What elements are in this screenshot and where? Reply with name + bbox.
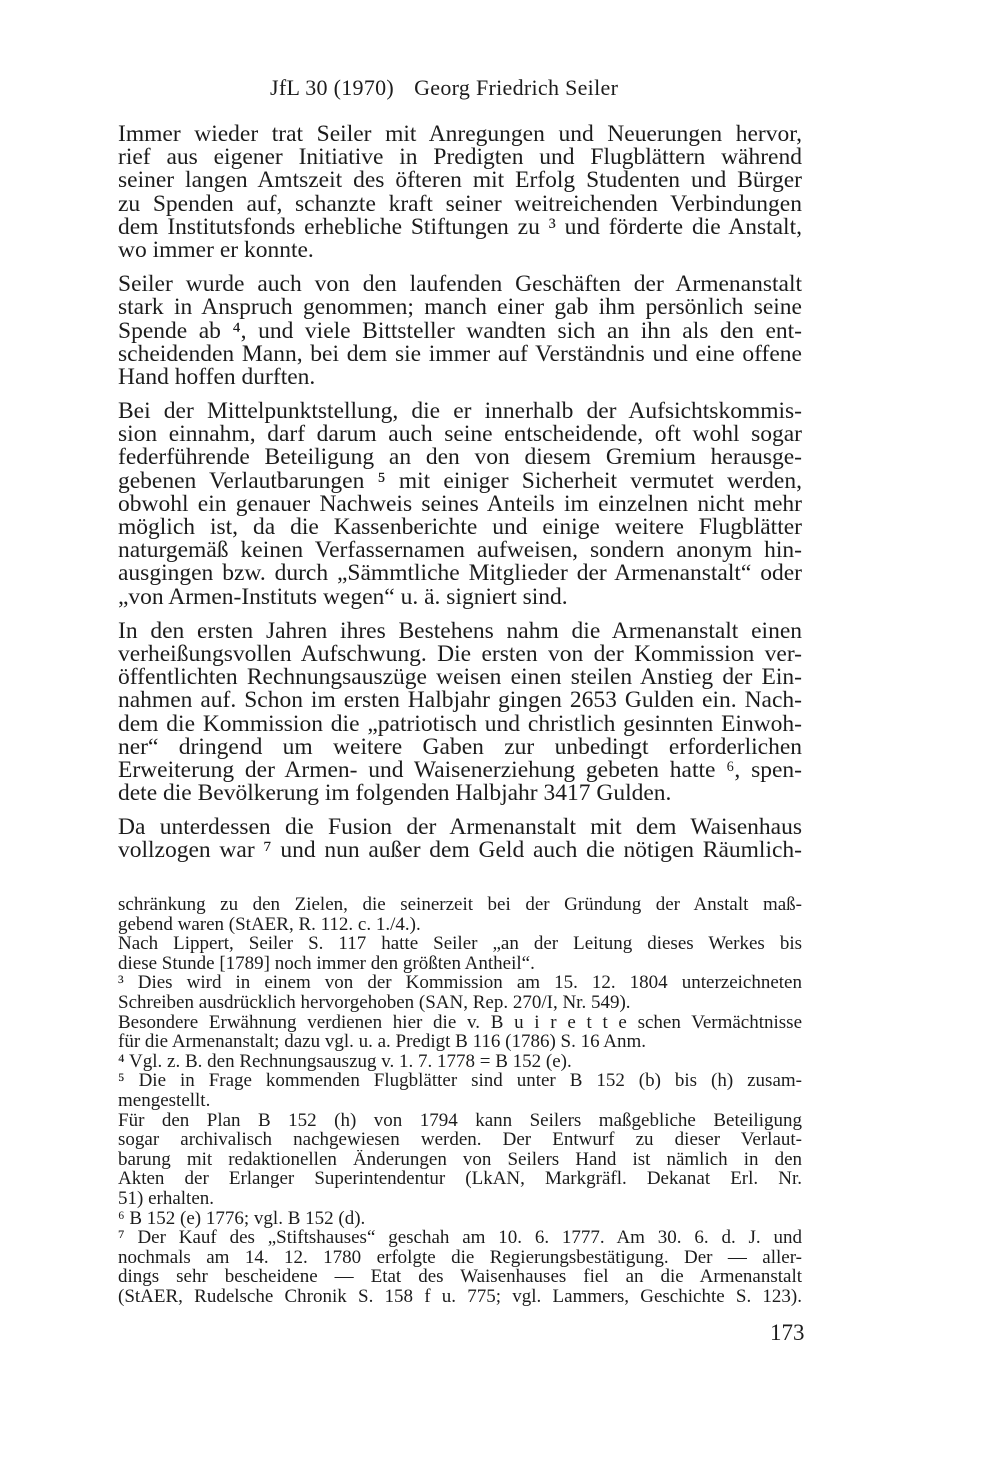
body-line: wo immer er konnte. [118, 238, 314, 263]
body-line: stark in Anspruch genommen; manch einer gab ihm persönlich seine [118, 296, 802, 320]
footnote-line: Akten der Erlanger Superintendentur (LkAN, Markgräfl. Dekanat Erl. Nr. [118, 1169, 802, 1189]
body-line: Da unterdessen die Fusion der Armenanstalt mit dem Waisenhaus [118, 816, 802, 840]
body-line: obwohl ein genauer Nachweis seines Anteils im einzelnen nicht mehr [118, 492, 802, 516]
body-line: vollzogen war ⁷ und nun außer dem Geld auch die nötigen Räumlich- [118, 839, 802, 863]
body-line: gebenen Verlautbarungen ⁵ mit einiger Sicherheit vermutet werden, [118, 469, 802, 493]
body-line: öffentlichten Rechnungsauszüge weisen einen steilen Anstieg der Ein- [118, 666, 802, 690]
journal-reference: JfL 30 (1970) [270, 75, 395, 100]
footnote-line: nochmals am 14. 12. 1780 erfolgte die Regierungsbestätigung. Der — aller- [118, 1247, 802, 1268]
body-line: ausgingen bzw. durch „Sämmtliche Mitglieder der Armenanstalt“ oder [118, 562, 802, 586]
body-line: möglich ist, da die Kassenberichte und einige weitere Flugblätter [118, 516, 802, 540]
footnote-line: gebend waren (StAER, R. 112. c. 1./4.). [118, 914, 421, 935]
body-line: zu Spenden auf, schanzte kraft seiner weitreichenden Verbindungen [118, 192, 802, 216]
footnote-line: Schreiben ausdrücklich hervorgehoben (SAN, Rep. 270/I, Nr. 549). [118, 992, 631, 1013]
footnote-line: ⁴ Vgl. z. B. den Rechnungsauszug v. 1. 7. 1778 = B 152 (e). [118, 1051, 572, 1072]
footnote-line: ⁵ Die in Frage kommenden Flugblätter sind unter B 152 (b) bis (h) zusam- [118, 1071, 802, 1091]
running-title: Georg Friedrich Seiler [414, 75, 619, 100]
body-line: Immer wieder trat Seiler mit Anregungen und Neuerungen hervor, [118, 123, 802, 147]
page-number: 173 [770, 1320, 805, 1345]
footnote-line: Nach Lippert, Seiler S. 117 hatte Seiler „an der Leitung dieses Werkes bis [118, 934, 802, 954]
footnote-line: ⁶ B 152 (e) 1776; vgl. B 152 (d). [118, 1208, 366, 1229]
footnote-line: ³ Dies wird in einem von der Kommission am 15. 12. 1804 unterzeichneten [118, 973, 802, 993]
footnote-line: für die Armenanstalt; dazu vgl. u. a. Predigt B 116 (1786) S. 16 Anm. [118, 1032, 647, 1052]
footnote-line: diese Stunde [1789] noch immer den größten Antheil“. [118, 953, 535, 974]
body-line: sion einnahm, darf darum auch seine entscheidende, oft wohl sogar [118, 423, 802, 447]
body-line: Spende ab ⁴, und viele Bittsteller wandten sich an ihn als den ent- [118, 319, 802, 343]
footnote-line: ⁷ Der Kauf des „Stiftshauses“ geschah am 10. 6. 1777. Am 30. 6. d. J. und [118, 1228, 802, 1248]
footnote-line: barung mit redaktionellen Änderungen von Seilers Hand ist nämlich in den [118, 1149, 802, 1170]
running-header [270, 75, 618, 101]
body-line: dete die Bevölkerung im folgenden Halbjahr 3417 Gulden. [118, 782, 672, 806]
footnote-line: Besondere Erwähnung verdienen hier die v. B u i r e t t e schen Vermächtnisse [118, 1012, 802, 1033]
body-line: dem die Kommission die „patriotisch und christlich gesinnten Einwoh- [118, 712, 802, 736]
footnotes [118, 895, 802, 1306]
body-line: Erweiterung der Armen- und Waisenerziehung gebeten hatte ⁶, spen- [118, 758, 802, 783]
footnote-line: mengestellt. [118, 1090, 211, 1111]
body-line: Hand hoffen durften. [118, 365, 316, 390]
footnote-line: dings sehr bescheidene — Etat des Waisenhauses fiel an die Armenanstalt [118, 1267, 802, 1287]
footnote-line: Für den Plan B 152 (h) von 1794 kann Seilers maßgebliche Beteiligung [118, 1110, 802, 1131]
body-line: verheißungsvollen Aufschwung. Die ersten von der Kommission ver- [118, 642, 802, 667]
body-line: nahmen auf. Schon im ersten Halbjahr gingen 2653 Gulden ein. Nach- [118, 689, 802, 713]
body-line: federführende Beteiligung an den von diesem Gremium herausge- [118, 446, 802, 470]
body-line: ner“ dringend um weitere Gaben zur unbedingt erforderlichen [118, 735, 802, 759]
body-line: Bei der Mittelpunktstellung, die er innerhalb der Aufsichtskommis- [118, 400, 802, 424]
footnote-line: sogar archivalisch nachgewiesen werden. Der Entwurf zu dieser Verlaut- [118, 1130, 802, 1150]
body-line: dem Institutsfonds erhebliche Stiftungen zu ³ und förderte die Anstalt, [118, 215, 802, 239]
body-line: rief aus eigener Initiative in Predigten und Flugblättern während [118, 146, 802, 170]
body-line: „von Armen-Instituts wegen“ u. ä. signiert sind. [118, 585, 568, 609]
body-line: scheidenden Mann, bei dem sie immer auf Verständnis und eine offene [118, 342, 802, 366]
body-line: Seiler wurde auch von den laufenden Geschäften der Armenanstalt [118, 273, 802, 297]
body-line: In den ersten Jahren ihres Bestehens nahm die Armenanstalt einen [118, 619, 802, 643]
footnote-line: schränkung zu den Zielen, die seinerzeit bei der Gründung der Anstalt maß- [118, 895, 802, 915]
body-line: seiner langen Amtszeit des öfteren mit Erfolg Studenten und Bürger [118, 169, 802, 193]
body-line: naturgemäß keinen Verfassernamen aufweisen, sondern anonym hin- [118, 539, 802, 563]
footnote-line: 51) erhalten. [118, 1188, 215, 1209]
body-text [118, 123, 802, 863]
footnote-line: (StAER, Rudelsche Chronik S. 158 f u. 775; vgl. Lammers, Geschichte S. 123). [118, 1286, 802, 1307]
